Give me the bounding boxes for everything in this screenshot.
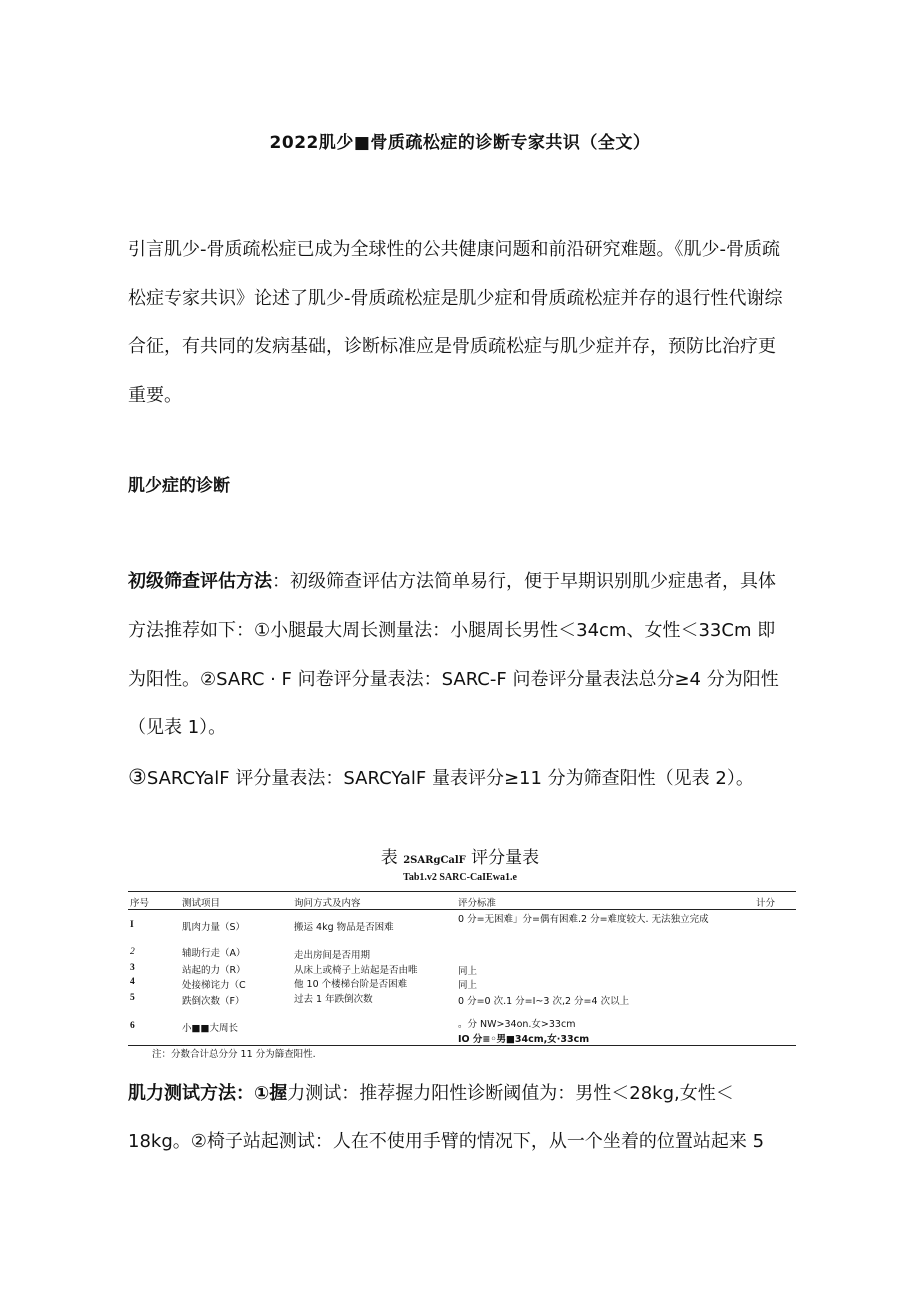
- table-row-6-criteria: 。分 NW>34on.女>33cm: [458, 1019, 576, 1030]
- table-title-prefix: 表: [380, 848, 404, 868]
- intro-paragraph: 引言肌少-骨质疏松症已成为全球性的公共健康问题和前沿研究难题。《肌少-骨质疏松症专家共识》论述了肌少-骨质疏松症是肌少症和骨质疏松症并存的退行性代谢综合征，有共同的发病基础，诊断标准应是骨质疏松症与肌少症并存，预防比治疗更重要。: [128, 239, 783, 406]
- table-row-3-no: 3: [130, 963, 135, 973]
- screening-paragraph: [128, 558, 793, 804]
- table-note: 注：分数合计总分分 11 分为篩查阳性.: [152, 1049, 316, 1060]
- screening-label: 初级筛查评估方法: [128, 571, 272, 592]
- table-subtitle: Tab1.v2 SARC-CaIEwa1.e: [403, 872, 517, 883]
- table-row-6-no: 6: [130, 1021, 135, 1031]
- section-heading: 肌少症的诊断: [128, 476, 230, 496]
- table-title-suffix: 评分量表: [465, 848, 540, 868]
- table-row-4-question: 他 10 个楼梯台阶是否困难: [294, 979, 408, 990]
- sarcalf-table: [128, 891, 796, 1046]
- table-title: [0, 843, 920, 868]
- table-row-1-no: I: [130, 920, 134, 930]
- table-row-6-item: 小■■大周长: [182, 1023, 238, 1034]
- table-header-score: 计分: [756, 898, 776, 909]
- table-header-criteria: 评分标准: [458, 898, 497, 909]
- table-row-5-item: 跌倒次数（F）: [182, 996, 245, 1007]
- table-row-1-item: 肌肉力量（S）: [182, 922, 246, 933]
- table-row-4-item: 处接梯诧力（C: [182, 980, 246, 991]
- table-row-2-item: 辅助行走（A）: [182, 948, 246, 959]
- grip-label: 肌力测试方法：①握: [128, 1083, 288, 1104]
- screening-mark-3: ③: [128, 765, 147, 790]
- table-row-3-question: 从床上或椅子上站起是否由唯: [294, 965, 418, 976]
- table-header-no: 序号: [130, 898, 150, 909]
- table-row-2-question: 走出房间是否用期: [294, 950, 371, 961]
- screening-text-2: SARCYalF 评分量表法：SARCYalF 量表评分≥11 分为筛查阳性（见表 2）。: [146, 768, 754, 790]
- grip-paragraph: [128, 1070, 793, 1166]
- table-title-small: 2SARgCalF: [403, 855, 466, 866]
- grip-text: 力测试：推荐握力阳性诊断阈值为：男性＜28kg,女性＜18kg。②椅子站起测试：人在不使用手臂的情况下，从一个坐着的位置站起来 5: [128, 1083, 765, 1152]
- table-row-5-question: 过去 1 年跌倒次数: [294, 994, 373, 1005]
- table-header-divider: [128, 909, 796, 910]
- screening-text: ：初级筛查评估方法简单易行，便于早期识别肌少症患者，具体方法推荐如下：①小腿最大周长测量法：小腿周长男性＜34cm、女性＜33Cm 即为阳性。②SARC · F 问卷评分量表法：SARC-F 问卷评分量表法总分≥4 分为阳性（见表 1）。: [128, 571, 779, 739]
- table-row-1-criteria: 0 分=无困难」分=偶有困难.2 分=难度较大. 无法独立完成: [458, 914, 709, 925]
- document-title: 2022肌少■骨质疏松症的诊断专家共识（全文）: [269, 133, 651, 153]
- table-row-4-no: 4: [130, 977, 135, 987]
- table-row-1-question: 搬运 4kg 物品是否困难: [294, 922, 394, 933]
- table-header-question: 询问方式及内容: [294, 898, 361, 909]
- table-row-4-criteria: 同上: [458, 980, 478, 991]
- table-row-6-criteria-2: IO 分≡◦男■34cm,女·33cm: [458, 1034, 590, 1045]
- table-row-3-criteria: 同上: [458, 966, 478, 977]
- table-header-item: 测试项目: [182, 898, 221, 909]
- table-row-5-criteria: 0 分=0 次.1 分=I~3 次,2 分=4 次以上: [458, 996, 630, 1007]
- table-row-5-no: 5: [130, 993, 135, 1003]
- table-row-2-no: 2: [130, 947, 135, 957]
- table-row-3-item: 站起的力（R）: [182, 965, 246, 976]
